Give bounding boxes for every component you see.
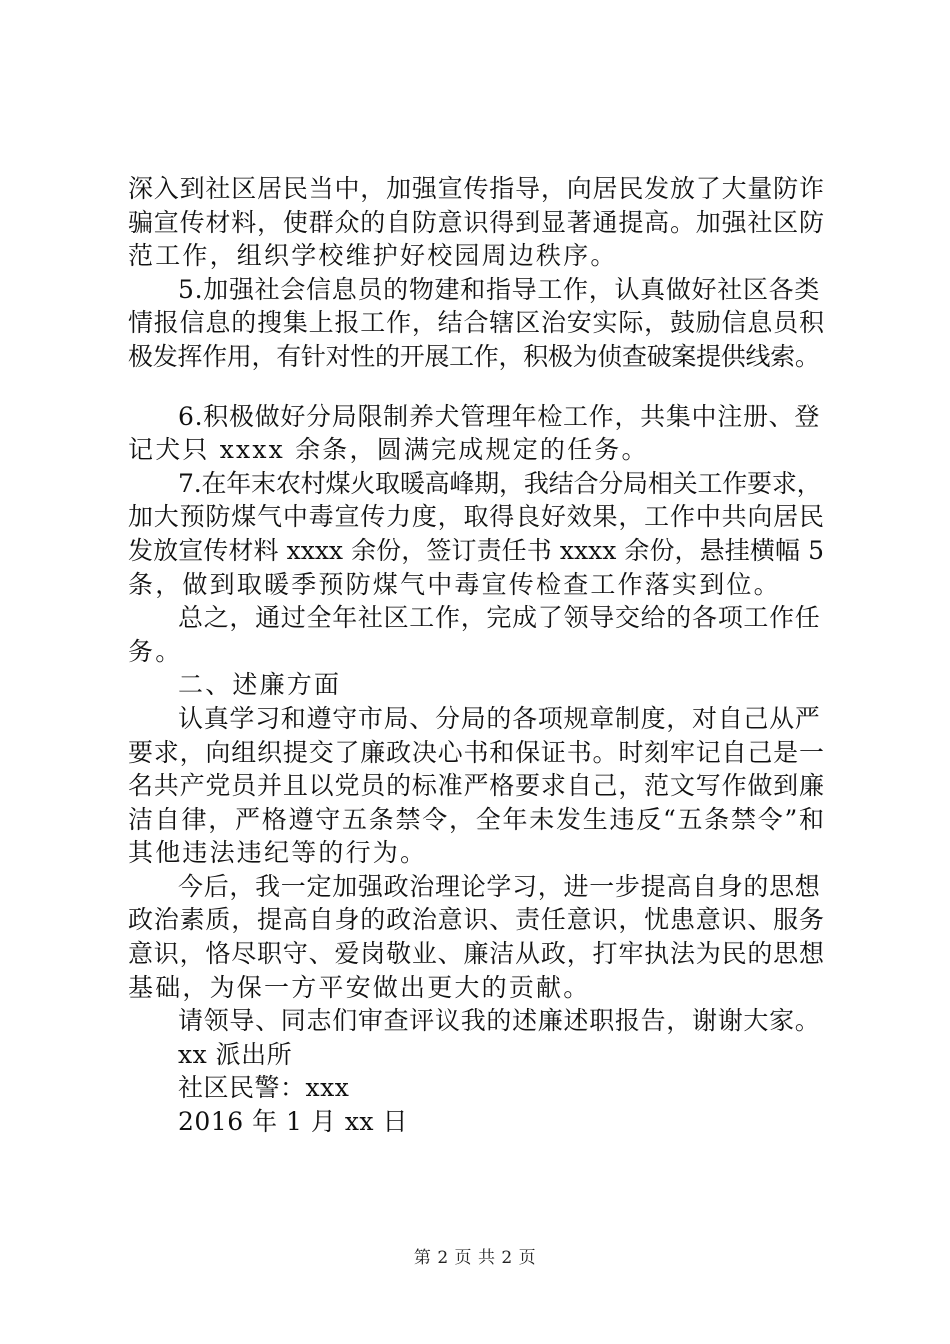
text-line: 发放宣传材料 xxxx 余份，签订责任书 xxxx 余份，悬挂横幅 5 — [128, 535, 824, 565]
document-body — [128, 172, 824, 1139]
text-line: 意识，恪尽职守、爱岗敬业、廉洁从政，打牢执法为民的思想 — [128, 939, 824, 969]
text-line: 政治素质，提高自身的政治意识、责任意识，忧患意识、服务 — [128, 905, 824, 935]
text-line: 务。 — [128, 636, 183, 666]
text-line: 认真学习和遵守市局、分局的各项规章制度，对自己从严 — [178, 703, 821, 733]
text-line: 其他违法违纪等的行为。 — [128, 838, 428, 868]
text-line: 情报信息的搜集上报工作，结合辖区治安实际，鼓励信息员积 — [128, 308, 824, 338]
text-line: 加大预防煤气中毒宣传力度，取得良好效果，工作中共向居民 — [128, 502, 824, 532]
text-line: 深入到社区居民当中，加强宣传指导，向居民发放了大量防诈 — [128, 174, 824, 203]
text-line: 7.在年末农村煤火取暖高峰期，我结合分局相关工作要求， — [178, 468, 822, 498]
page-number-footer: 第 2 页 共 2 页 — [413, 1248, 537, 1268]
text-line: 5.加强社会信息员的物建和指导工作，认真做好社区各类 — [178, 274, 821, 304]
text-line: 基础，为保一方平安做出更大的贡献。 — [128, 972, 591, 1002]
text-line: 今后，我一定加强政治理论学习，进一步提高自身的思想 — [178, 871, 821, 901]
text-line: 骗宣传材料，使群众的自防意识得到显著通提高。加强社区防 — [128, 207, 824, 237]
signature-date: 2016 年 1 月 xx 日 — [178, 1107, 408, 1137]
text-line: 总之，通过全年社区工作，完成了领导交给的各项工作任 — [178, 603, 821, 633]
text-line: 请领导、同志们审查评议我的述廉述职报告，谢谢大家。 — [178, 1006, 821, 1036]
text-line: 6.积极做好分局限制养犬管理年检工作，共集中注册、登 — [178, 401, 821, 431]
text-line: 名共产党员并且以党员的标准严格要求自己，范文写作做到廉 — [128, 771, 824, 801]
text-line: 条，做到取暖季预防煤气中毒宣传检查工作落实到位。 — [128, 569, 781, 599]
text-line: 记犬只 xxxx 余条，圆满完成规定的任务。 — [128, 435, 649, 465]
text-line: 极发挥作用，有针对性的开展工作，积极为侦查破案提供线索。 — [128, 341, 820, 371]
paragraph-gap — [128, 374, 824, 400]
signature-organization: xx 派出所 — [178, 1039, 293, 1069]
signature-name: 社区民警：xxx — [178, 1073, 350, 1103]
text-line: 洁自律，严格遵守五条禁令，全年未发生违反“五条禁令”和 — [128, 804, 824, 834]
section-heading: 二、述廉方面 — [178, 670, 342, 700]
text-line: 范工作，组织学校维护好校园周边秩序。 — [128, 241, 618, 271]
text-line: 要求，向组织提交了廉政决心书和保证书。时刻牢记自己是一 — [128, 737, 824, 767]
